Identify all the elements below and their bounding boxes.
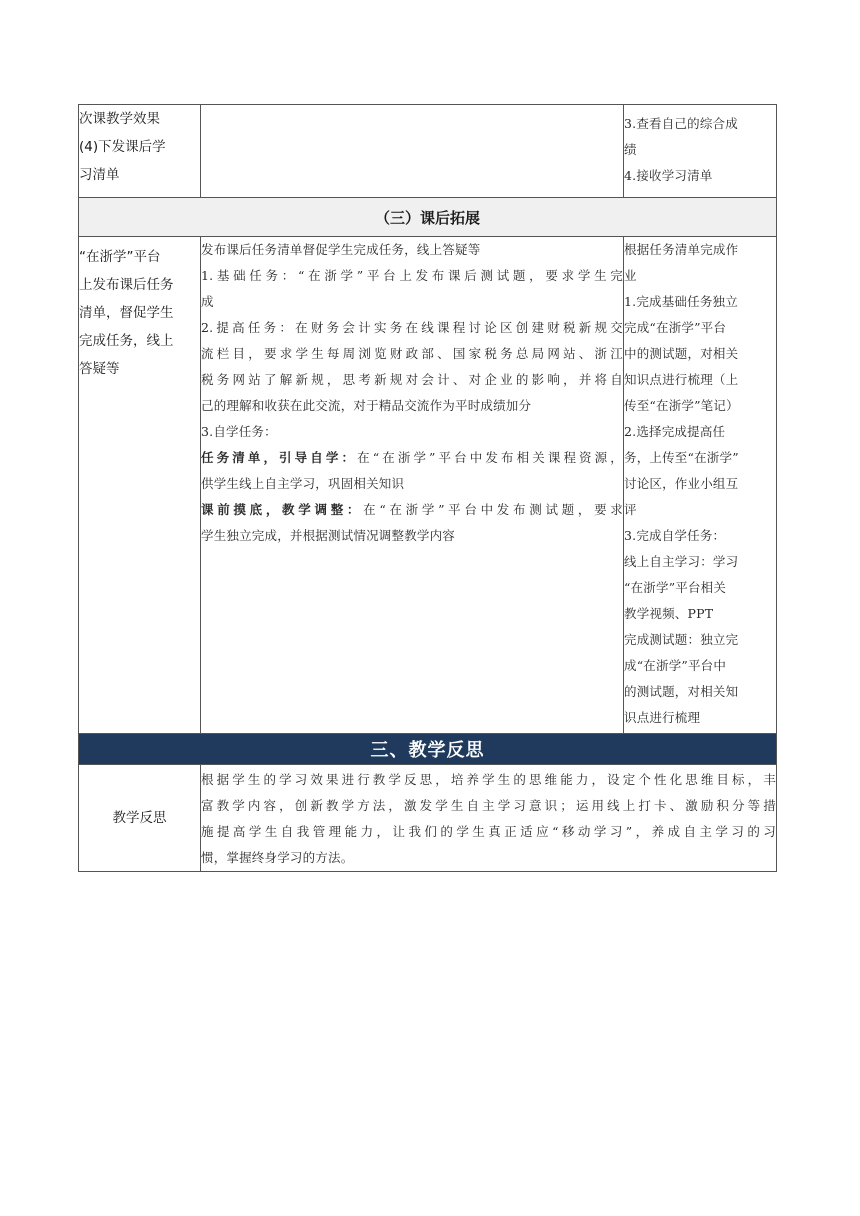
teacher-activity-cell xyxy=(201,237,624,734)
emphasis-text: 课前摸底，教学调整： xyxy=(201,502,364,517)
chapter-banner-row xyxy=(79,734,777,765)
previous-teacher-activity-cell xyxy=(201,105,624,198)
student-activity-line: 评 xyxy=(624,502,637,517)
teacher-activity-line: 3.自学任务： xyxy=(201,424,277,439)
previous-activity-label-line: (4)下发课后学 xyxy=(79,139,166,155)
student-activity-line: “在浙学”平台相关 xyxy=(624,580,727,595)
extension-row xyxy=(79,237,777,734)
teacher-activity-line: 供学生线上自主学习，巩固相关知识 xyxy=(201,476,405,491)
extension-label-line: 完成任务，线上 xyxy=(79,333,174,349)
lesson-plan-table xyxy=(78,104,777,872)
student-activity-line: 成“在浙学”平台中 xyxy=(624,658,727,673)
student-activity-line: 完成测试题：独立完 xyxy=(624,632,739,647)
student-activity-line: 识点进行梳理 xyxy=(624,710,701,725)
previous-activity-label xyxy=(79,105,201,198)
previous-activity-label-line: 习清单 xyxy=(79,167,120,183)
student-activity-line: 1.完成基础任务独立 xyxy=(624,294,738,309)
student-activity-line: 业 xyxy=(624,268,637,283)
student-activity-line: 的测试题，对相关知 xyxy=(624,684,739,699)
emphasis-text: 任务清单，引导自学： xyxy=(201,450,358,465)
teacher-activity-line: 学生独立完成，并根据测试情况调整教学内容 xyxy=(201,528,456,543)
extension-label-line: 上发布课后任务 xyxy=(79,277,174,293)
teacher-activity-line xyxy=(201,445,623,471)
student-activity-line: 完成“在浙学”平台 xyxy=(624,320,727,335)
teacher-activity-line: 流栏目，要求学生每周浏览财政部、国家税务总局网站、浙江 xyxy=(201,346,623,361)
reflection-line: 惯，掌握终身学习的方法。 xyxy=(201,850,354,865)
student-activity-line: 教学视频、PPT xyxy=(624,606,714,621)
teacher-activity-text: 在“在浙学”平台中发布相关课程资源， xyxy=(357,450,623,465)
teacher-activity-line: 税务网站了解新规，思考新规对会计、对企业的影响，并将自 xyxy=(201,372,623,387)
teacher-activity-line: 成 xyxy=(201,294,214,309)
reflection-line: 富教学内容，创新教学方法，激发学生自主学习意识；运用线上打卡、激励积分等措 xyxy=(201,798,776,813)
reflection-line: 施提高学生自我管理能力，让我们的学生真正适应“移动学习”，养成自主学习的习 xyxy=(201,824,776,839)
student-activity-line: 3.完成自学任务： xyxy=(624,528,726,543)
teacher-activity-text: 在“在浙学”平台中发布测试题，要求 xyxy=(363,502,623,517)
student-activity-line: 中的测试题，对相关 xyxy=(624,346,739,361)
extension-label xyxy=(79,237,201,734)
student-activity-line: 2.选择完成提高任 xyxy=(624,424,726,439)
reflection-row xyxy=(79,765,777,872)
section-heading: （三）课后拓展 xyxy=(374,208,480,227)
teacher-activity-line xyxy=(201,497,623,523)
student-activity-line: 传至“在浙学”笔记） xyxy=(624,398,739,413)
student-activity-cell xyxy=(624,237,777,734)
student-activity-line: 绩 xyxy=(624,142,637,157)
teacher-activity-line: 2.提高任务：在财务会计实务在线课程讨论区创建财税新规交 xyxy=(201,320,623,335)
reflection-line: 根据学生的学习效果进行教学反思，培养学生的思维能力，设定个性化思维目标，丰 xyxy=(201,772,776,787)
extension-label-line: 清单，督促学生 xyxy=(79,305,174,321)
student-activity-line: 线上自主学习：学习 xyxy=(624,554,739,569)
teacher-activity-line: 己的理解和收获在此交流，对于精品交流作为平时成绩加分 xyxy=(201,398,532,413)
student-activity-line: 4.接收学习清单 xyxy=(624,168,713,183)
student-activity-line: 知识点进行梳理（上 xyxy=(624,372,739,387)
chapter-banner-title: 三、教学反思 xyxy=(370,740,485,761)
extension-label-line: “在浙学”平台 xyxy=(79,249,161,265)
teacher-activity-line: 发布课后任务清单督促学生完成任务，线上答疑等 xyxy=(201,242,481,257)
student-activity-line: 务，上传至“在浙学” xyxy=(624,450,739,465)
extension-label-line: 答疑等 xyxy=(79,361,120,377)
reflection-label: 教学反思 xyxy=(79,765,201,872)
student-activity-line: 讨论区，作业小组互 xyxy=(624,476,739,491)
teacher-activity-line: 1.基础任务：“在浙学”平台上发布课后测试题，要求学生完 xyxy=(201,268,623,283)
reflection-content xyxy=(201,765,777,872)
student-activity-line: 根据任务清单完成作 xyxy=(624,242,739,257)
previous-activity-label-line: 次课教学效果 xyxy=(79,111,160,127)
student-activity-line: 3.查看自己的综合成 xyxy=(624,116,738,131)
previous-student-activity-cell xyxy=(624,105,777,198)
previous-activity-row xyxy=(79,105,777,198)
section-heading-row xyxy=(79,198,777,237)
